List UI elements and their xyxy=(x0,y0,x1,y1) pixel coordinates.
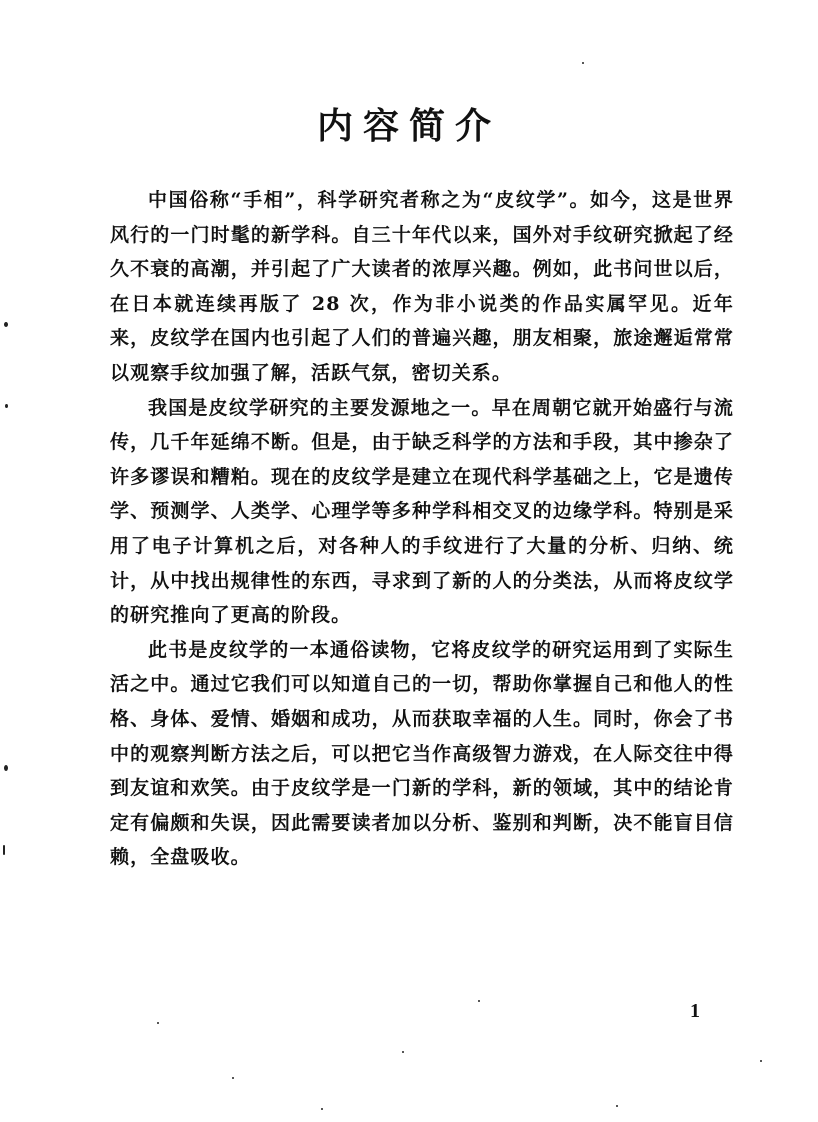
scan-speck xyxy=(232,1077,234,1079)
scan-speck xyxy=(402,1051,404,1053)
page-title: 内容简介 xyxy=(316,106,501,147)
body-text xyxy=(110,183,734,875)
scan-speck xyxy=(157,1022,159,1024)
scan-speck xyxy=(760,1060,762,1062)
scan-speck xyxy=(5,404,8,408)
scan-speck xyxy=(321,1108,323,1110)
scan-speck xyxy=(478,1000,480,1002)
page-number: 1 xyxy=(690,1000,700,1022)
scan-speck xyxy=(4,322,8,327)
scan-speck xyxy=(616,1105,618,1107)
paragraph-1: 中国俗称“手相”，科学研究者称之为“皮纹学”。如今，这是世界风行的一门时髦的新学科。自三十年代以来，国外对手纹研究掀起了经久不衰的高潮，并引起了广大读者的浓厚兴趣。例如，此书问世以后，在日本就连续再版了 28 次，作为非小说类的作品实属罕见。近年来，皮纹学在国内也引起了人们的普遍兴趣，朋友相聚，旅途邂逅常常以观察手纹加强了解，活跃气氛，密切关系。 xyxy=(110,189,734,384)
scan-speck xyxy=(582,62,584,64)
scan-speck xyxy=(3,845,5,855)
paragraph-2: 我国是皮纹学研究的主要发源地之一。早在周朝它就开始盛行与流传，几千年延绵不断。但是，由于缺乏科学的方法和手段，其中掺杂了许多谬误和糟粕。现在的皮纹学是建立在现代科学基础之上，它是遗传学、预测学、人类学、心理学等多种学科相交叉的边缘学科。特别是采用了电子计算机之后，对各种人的手纹进行了大量的分析、归纳、统计，从中找出规律性的东西，寻求到了新的人的分类法，从而将皮纹学的研究推向了更高的阶段。 xyxy=(110,396,734,627)
paragraph-3: 此书是皮纹学的一本通俗读物，它将皮纹学的研究运用到了实际生活之中。通过它我们可以知道自己的一切，帮助你掌握自己和他人的性格、身体、爱情、婚姻和成功，从而获取幸福的人生。同时，你会了书中的观察判断方法之后，可以把它当作高级智力游戏，在人际交往中得到友谊和欢笑。由于皮纹学是一门新的学科，新的领域，其中的结论肯定有偏颇和失误，因此需要读者加以分析、鉴别和判断，决不能盲目信赖，全盘吸收。 xyxy=(110,638,734,869)
scan-speck xyxy=(4,765,8,771)
